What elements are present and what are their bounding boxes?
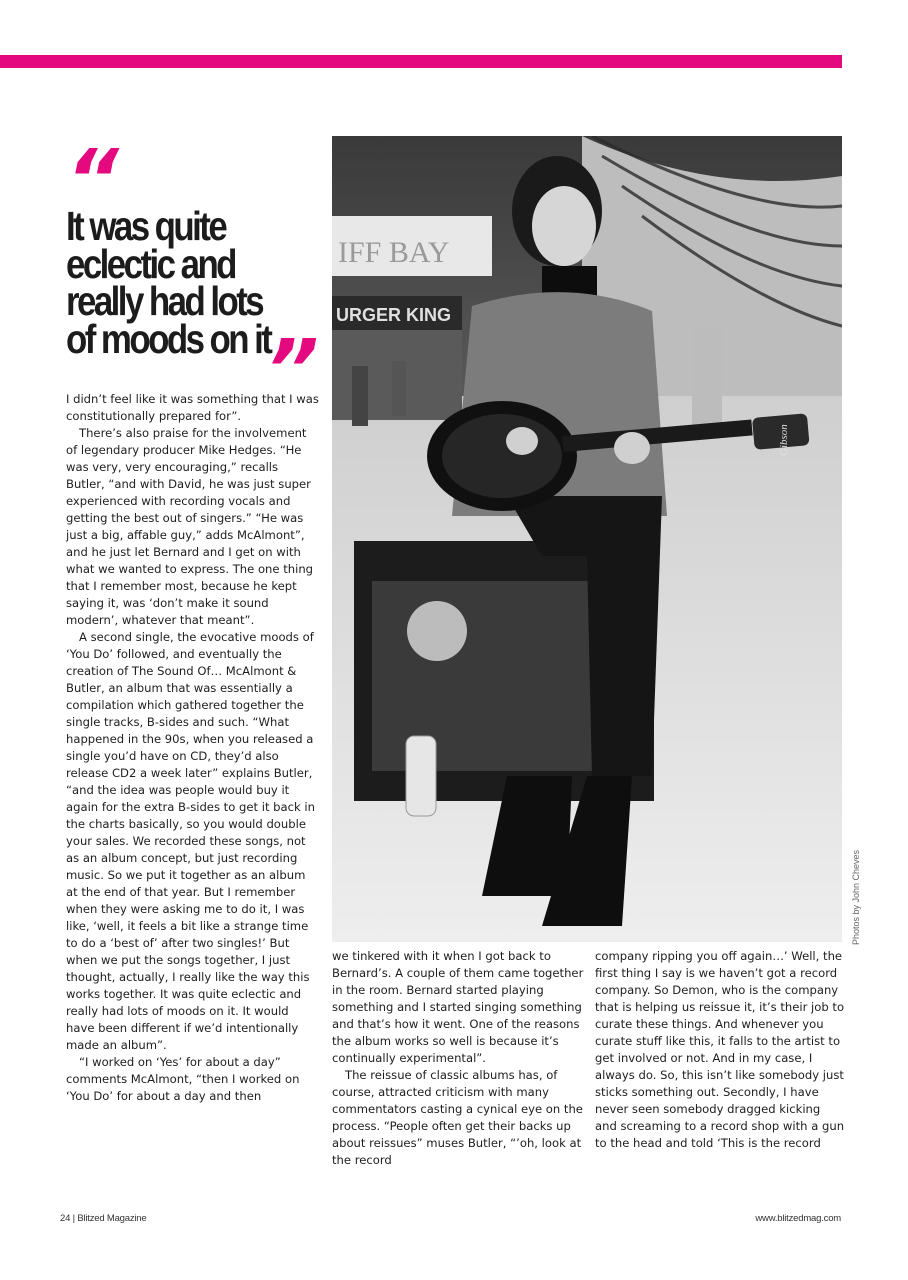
open-quote-mark: “ <box>66 133 115 228</box>
paragraph: A second single, the evocative moods of ‘You Do’ followed, and eventually the creation of The Sound Of… McAlmont & Butler, an album that was essentially a compilation which gathered together the single tracks, B-sides and such. “What happened in the 90s, when you released a single you’d have on CD, they’d also release CD2 a week later” explains Butler, “and the idea was people would buy it again for the extra B-sides to get it back in the charts basically, so you would double your sales. We recorded these songs, not as an album concept, but just recording music. So we put it together as an album at the end of that year. But I remember when they were asking me to do it, I was like, ‘well, it feels a bit like a strange time to do a ‘best of’ after two singles!’ But when we put the songs together, I just thought, actually, I really like the way this works together. It was quite eclectic and really had lots of moods on it. It would have been different if we’d intentionally made an album”. <box>66 630 315 1052</box>
website-footer: www.blitzedmag.com <box>755 1213 841 1224</box>
article-column-3 <box>595 948 845 1152</box>
paragraph: “I worked on ‘Yes’ for about a day” comments McAlmont, “then I worked on ‘You Do’ for about a day and then <box>66 1055 300 1103</box>
page-number-footer: 24 | Blitzed Magazine <box>60 1213 147 1224</box>
musician-photo <box>332 136 842 942</box>
photo-credit: Photos by John Cheves <box>851 849 861 945</box>
shop-sign-text: IFF BAY <box>338 236 450 269</box>
paragraph: The reissue of classic albums has, of course, attracted criticism with many commentators casting a cynical eye on the process. “People often get their backs up about reissues” muses Butler, “’oh, look at the record <box>332 1068 583 1167</box>
article-column-1 <box>66 391 320 1105</box>
paragraph: I didn’t feel like it was something that I was constitutionally prepared for”. <box>66 392 319 423</box>
paragraph: There’s also praise for the involvement of legendary producer Mike Hedges. “He was very, very encouraging,” recalls Butler, “and with David, he was just super experienced with recording vocals and getting the best out of singers.” “He was just a big, affable guy,” adds McAlmont”, and he just let Bernard and I get on with what we wanted to express. The one thing that I remember most, because he kept saying it, was ‘don’t make it sound modern’, whatever that meant”. <box>66 426 314 627</box>
pull-quote: It was quite eclectic and really had lots of moods on it <box>66 203 271 363</box>
close-quote-mark: ” <box>266 323 315 418</box>
paragraph: company ripping you off again…’ Well, the first thing I say is we haven’t got a record company. So Demon, who is the company that is helping us reissue it, it’s their job to curate these things. And whenever you curate stuff like this, it falls to the artist to get involved or not. And in my case, I always do. So, this isn’t like somebody just sticks something out. Secondly, I have never seen somebody dragged kicking and screaming to a record shop with a gun to the head and told ‘This is the record <box>595 949 845 1150</box>
accent-bar <box>0 55 842 68</box>
paragraph: we tinkered with it when I got back to Bernard’s. A couple of them came together in the room. Bernard started playing something and I started singing something and that’s how it went. One of the reasons the album works so well is because it’s continually experimental”. <box>332 949 584 1065</box>
burger-king-sign: URGER KING <box>336 305 452 325</box>
article-column-2 <box>332 948 584 1169</box>
guitar-brand-logo: Gibson <box>778 424 790 456</box>
